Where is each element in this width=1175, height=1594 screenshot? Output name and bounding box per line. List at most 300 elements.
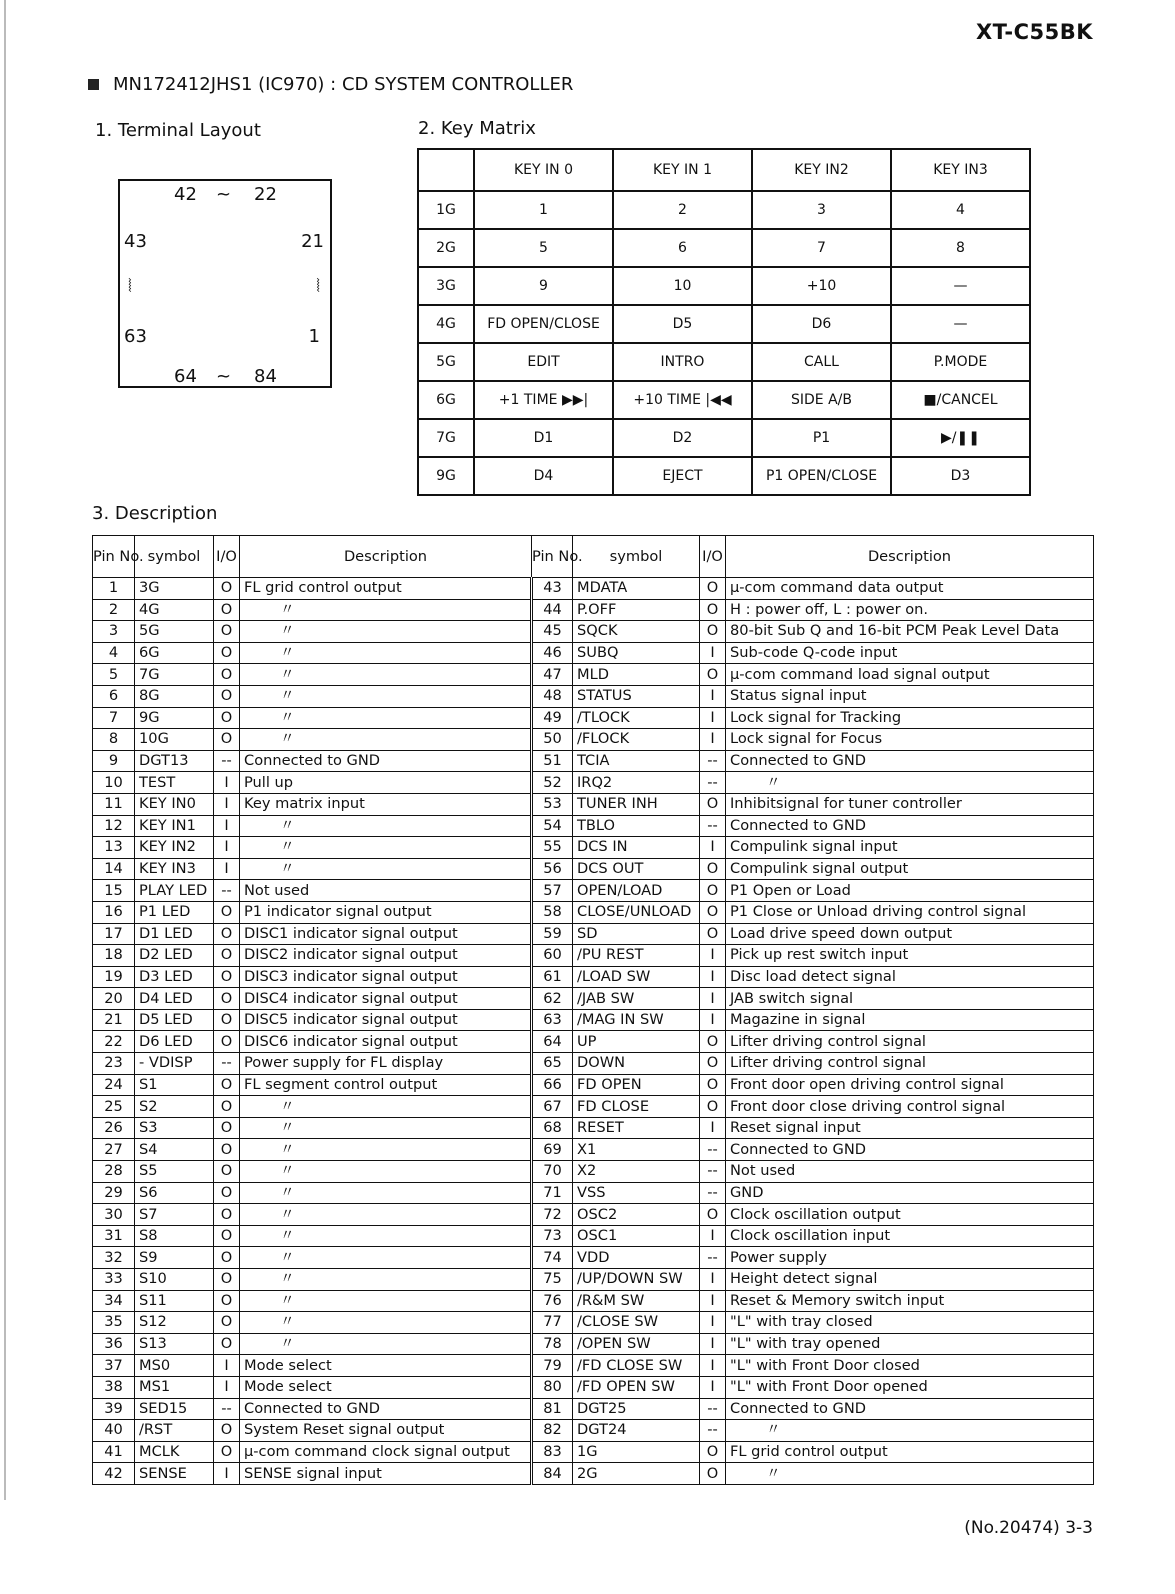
- header-description: Description: [240, 536, 532, 578]
- pin-description: Pick up rest switch input: [726, 945, 1094, 967]
- key-matrix-row: [418, 305, 1030, 343]
- pin-number: 49: [532, 707, 573, 729]
- pin-io: O: [700, 1441, 726, 1463]
- pin-io: --: [214, 880, 240, 902]
- pin-description: 〃: [240, 1312, 532, 1334]
- table-row: [93, 707, 1094, 729]
- pin-number: 54: [532, 815, 573, 837]
- table-row: [93, 988, 1094, 1010]
- table-row: [93, 880, 1094, 902]
- pin-description: 〃: [240, 1096, 532, 1118]
- pin-symbol: DGT13: [135, 750, 214, 772]
- pin-io: I: [700, 1009, 726, 1031]
- key-matrix-cell: EDIT: [474, 343, 613, 381]
- pin-symbol: DCS IN: [573, 837, 700, 859]
- table-row: [93, 729, 1094, 751]
- table-row: [93, 1074, 1094, 1096]
- key-matrix-cell: 5: [474, 229, 613, 267]
- pin-number: 53: [532, 793, 573, 815]
- pin-symbol: /PU REST: [573, 945, 700, 967]
- key-matrix-grid-label: 4G: [418, 305, 474, 343]
- table-row: [93, 1053, 1094, 1075]
- pin-number: 37: [93, 1355, 135, 1377]
- pin-symbol: D2 LED: [135, 945, 214, 967]
- pin-symbol: 5G: [135, 621, 214, 643]
- pin-number: 23: [93, 1053, 135, 1075]
- pin-io: O: [700, 1463, 726, 1485]
- pin-description: P1 Close or Unload driving control signal: [726, 901, 1094, 923]
- pin-description: 〃: [240, 707, 532, 729]
- pin-description: DISC2 indicator signal output: [240, 945, 532, 967]
- pin-description: μ-com command clock signal output: [240, 1441, 532, 1463]
- pin-symbol: DGT25: [573, 1398, 700, 1420]
- pin-number: 9: [93, 750, 135, 772]
- pin-symbol: SQCK: [573, 621, 700, 643]
- pin-symbol: IRQ2: [573, 772, 700, 794]
- key-matrix-cell: D4: [474, 457, 613, 495]
- pin-description: Connected to GND: [726, 1398, 1094, 1420]
- pin-symbol: TCIA: [573, 750, 700, 772]
- pin-symbol: S6: [135, 1182, 214, 1204]
- pin-description: FL grid control output: [726, 1441, 1094, 1463]
- pin-io: O: [214, 578, 240, 600]
- pin-description: JAB switch signal: [726, 988, 1094, 1010]
- pin-label-22: 22: [254, 184, 277, 205]
- pin-symbol: S10: [135, 1269, 214, 1291]
- pin-io: O: [214, 1096, 240, 1118]
- table-row: [93, 1463, 1094, 1485]
- pin-io: --: [700, 1420, 726, 1442]
- pin-symbol: D4 LED: [135, 988, 214, 1010]
- pin-description: Power supply: [726, 1247, 1094, 1269]
- pin-symbol: S5: [135, 1161, 214, 1183]
- pin-description: 〃: [240, 1225, 532, 1247]
- key-matrix-cell: D3: [891, 457, 1030, 495]
- pin-symbol: SUBQ: [573, 642, 700, 664]
- key-matrix-header-cell: KEY IN 0: [474, 149, 613, 191]
- pin-description: 〃: [240, 1269, 532, 1291]
- pin-description: Key matrix input: [240, 793, 532, 815]
- pin-io: O: [700, 1204, 726, 1226]
- pin-number: 44: [532, 599, 573, 621]
- pin-number: 75: [532, 1269, 573, 1291]
- pin-io: O: [214, 1031, 240, 1053]
- pin-io: O: [214, 1269, 240, 1291]
- key-matrix-cell: +10: [752, 267, 891, 305]
- section-description-title: 3. Description: [92, 503, 218, 524]
- header-symbol: symbol: [573, 536, 700, 578]
- pin-number: 73: [532, 1225, 573, 1247]
- key-matrix-header-cell: KEY IN 1: [613, 149, 752, 191]
- table-row: [93, 837, 1094, 859]
- pin-number: 18: [93, 945, 135, 967]
- pin-description: 〃: [240, 1290, 532, 1312]
- pin-symbol: 9G: [135, 707, 214, 729]
- key-matrix-cell: P1: [752, 419, 891, 457]
- table-row: [93, 793, 1094, 815]
- pin-number: 6: [93, 685, 135, 707]
- pin-io: --: [700, 772, 726, 794]
- pin-io: O: [214, 901, 240, 923]
- pin-io: I: [214, 837, 240, 859]
- pin-number: 60: [532, 945, 573, 967]
- pin-io: I: [214, 815, 240, 837]
- pin-description: Connected to GND: [726, 815, 1094, 837]
- pin-symbol: FD OPEN: [573, 1074, 700, 1096]
- key-matrix-table: [417, 148, 1031, 496]
- pin-io: O: [214, 685, 240, 707]
- pin-symbol: /TLOCK: [573, 707, 700, 729]
- pin-label-1: 1: [308, 326, 320, 347]
- pin-symbol: /MAG IN SW: [573, 1009, 700, 1031]
- key-matrix-grid-label: 6G: [418, 381, 474, 419]
- key-matrix-cell: 2: [613, 191, 752, 229]
- pin-description: 〃: [726, 772, 1094, 794]
- pin-io: O: [700, 599, 726, 621]
- pin-io: O: [214, 923, 240, 945]
- pin-io: O: [700, 578, 726, 600]
- table-row: [93, 1009, 1094, 1031]
- pin-number: 69: [532, 1139, 573, 1161]
- table-row: [93, 642, 1094, 664]
- pin-io: --: [700, 1182, 726, 1204]
- pin-symbol: MDATA: [573, 578, 700, 600]
- pin-number: 22: [93, 1031, 135, 1053]
- table-row: [93, 1225, 1094, 1247]
- pin-number: 33: [93, 1269, 135, 1291]
- pin-description: System Reset signal output: [240, 1420, 532, 1442]
- pin-description: P1 Open or Load: [726, 880, 1094, 902]
- pin-symbol: D3 LED: [135, 966, 214, 988]
- pin-number: 14: [93, 858, 135, 880]
- pin-number: 64: [532, 1031, 573, 1053]
- pin-number: 70: [532, 1161, 573, 1183]
- pin-io: O: [214, 1247, 240, 1269]
- pin-io: --: [700, 1398, 726, 1420]
- pin-number: 66: [532, 1074, 573, 1096]
- pin-description: 〃: [240, 837, 532, 859]
- range-tilde: ~: [216, 184, 232, 205]
- key-matrix-cell: EJECT: [613, 457, 752, 495]
- pin-number: 12: [93, 815, 135, 837]
- pin-io: O: [214, 1204, 240, 1226]
- pin-number: 83: [532, 1441, 573, 1463]
- key-matrix-cell: INTRO: [613, 343, 752, 381]
- pin-io: O: [214, 1139, 240, 1161]
- pin-symbol: 2G: [573, 1463, 700, 1485]
- pin-number: 2: [93, 599, 135, 621]
- pin-symbol: 10G: [135, 729, 214, 751]
- pin-io: O: [700, 1074, 726, 1096]
- pin-description: "L" with tray opened: [726, 1333, 1094, 1355]
- key-matrix-grid-label: 1G: [418, 191, 474, 229]
- pin-number: 16: [93, 901, 135, 923]
- pin-io: O: [214, 599, 240, 621]
- key-matrix-header-row: [418, 149, 1030, 191]
- pin-number: 10: [93, 772, 135, 794]
- pin-description: FL segment control output: [240, 1074, 532, 1096]
- pin-symbol: S1: [135, 1074, 214, 1096]
- left-range-mark: ⦚: [128, 276, 132, 297]
- table-row: [93, 1204, 1094, 1226]
- key-matrix-grid-label: 3G: [418, 267, 474, 305]
- pin-symbol: UP: [573, 1031, 700, 1053]
- pin-symbol: TUNER INH: [573, 793, 700, 815]
- pin-symbol: /JAB SW: [573, 988, 700, 1010]
- table-row: [93, 1290, 1094, 1312]
- pin-io: I: [700, 707, 726, 729]
- key-matrix-cell: D1: [474, 419, 613, 457]
- pin-number: 3: [93, 621, 135, 643]
- pin-symbol: CLOSE/UNLOAD: [573, 901, 700, 923]
- pin-description: Compulink signal input: [726, 837, 1094, 859]
- pin-io: I: [214, 858, 240, 880]
- pin-symbol: S8: [135, 1225, 214, 1247]
- pin-io: O: [214, 729, 240, 751]
- pin-io: I: [700, 837, 726, 859]
- pin-number: 29: [93, 1182, 135, 1204]
- pin-number: 36: [93, 1333, 135, 1355]
- pin-symbol: S7: [135, 1204, 214, 1226]
- pin-symbol: /FLOCK: [573, 729, 700, 751]
- pin-io: O: [214, 1074, 240, 1096]
- scan-edge-line: [4, 0, 6, 1500]
- key-matrix-row: [418, 343, 1030, 381]
- pin-number: 28: [93, 1161, 135, 1183]
- pin-description: Inhibitsignal for tuner controller: [726, 793, 1094, 815]
- model-number: XT-C55BK: [975, 20, 1093, 44]
- pin-symbol: SENSE: [135, 1463, 214, 1485]
- pin-number: 20: [93, 988, 135, 1010]
- table-row: [93, 901, 1094, 923]
- pin-io: --: [214, 1398, 240, 1420]
- pin-symbol: D5 LED: [135, 1009, 214, 1031]
- pin-description: Not used: [240, 880, 532, 902]
- header-pin-no: Pin No.: [532, 536, 573, 578]
- pin-number: 65: [532, 1053, 573, 1075]
- pin-number: 5: [93, 664, 135, 686]
- header-pin-no: Pin No.: [93, 536, 135, 578]
- pin-description: Clock oscillation input: [726, 1225, 1094, 1247]
- section-terminal-layout-title: 1. Terminal Layout: [95, 120, 261, 141]
- pin-number: 74: [532, 1247, 573, 1269]
- key-matrix-cell: 8: [891, 229, 1030, 267]
- pin-symbol: S12: [135, 1312, 214, 1334]
- pin-symbol: /FD CLOSE SW: [573, 1355, 700, 1377]
- key-matrix-grid-label: 5G: [418, 343, 474, 381]
- pin-symbol: S9: [135, 1247, 214, 1269]
- pin-io: --: [700, 815, 726, 837]
- pin-number: 31: [93, 1225, 135, 1247]
- pin-number: 24: [93, 1074, 135, 1096]
- key-matrix-cell: 9: [474, 267, 613, 305]
- pin-number: 1: [93, 578, 135, 600]
- pin-label-42: 42: [174, 184, 197, 205]
- pin-io: --: [214, 750, 240, 772]
- pin-symbol: D1 LED: [135, 923, 214, 945]
- pin-io: I: [700, 1269, 726, 1291]
- pin-symbol: X1: [573, 1139, 700, 1161]
- table-row: [93, 945, 1094, 967]
- pin-number: 38: [93, 1376, 135, 1398]
- pin-number: 19: [93, 966, 135, 988]
- pin-symbol: MLD: [573, 664, 700, 686]
- section-key-matrix-title: 2. Key Matrix: [418, 118, 536, 139]
- pin-number: 26: [93, 1117, 135, 1139]
- table-row: [93, 621, 1094, 643]
- pin-number: 62: [532, 988, 573, 1010]
- pin-symbol: 8G: [135, 685, 214, 707]
- pin-number: 32: [93, 1247, 135, 1269]
- key-matrix-cell: SIDE A/B: [752, 381, 891, 419]
- header-io: I/O: [700, 536, 726, 578]
- pin-description: Not used: [726, 1161, 1094, 1183]
- pin-symbol: X2: [573, 1161, 700, 1183]
- table-row: [93, 966, 1094, 988]
- pin-symbol: S11: [135, 1290, 214, 1312]
- pin-number: 4: [93, 642, 135, 664]
- pin-number: 81: [532, 1398, 573, 1420]
- pin-description: Reset & Memory switch input: [726, 1290, 1094, 1312]
- pin-description: DISC6 indicator signal output: [240, 1031, 532, 1053]
- pin-io: O: [214, 621, 240, 643]
- key-matrix-row: [418, 381, 1030, 419]
- table-row: [93, 750, 1094, 772]
- pin-description: Mode select: [240, 1355, 532, 1377]
- pin-io: O: [214, 1117, 240, 1139]
- pin-description: 〃: [240, 599, 532, 621]
- pin-io: I: [700, 1290, 726, 1312]
- pin-number: 82: [532, 1420, 573, 1442]
- pin-symbol: S13: [135, 1333, 214, 1355]
- pin-description: Lock signal for Focus: [726, 729, 1094, 751]
- pin-description: μ-com command data output: [726, 578, 1094, 600]
- key-matrix-cell: 7: [752, 229, 891, 267]
- key-matrix-row: [418, 457, 1030, 495]
- table-row: [93, 1333, 1094, 1355]
- pin-io: O: [214, 642, 240, 664]
- pin-symbol: MCLK: [135, 1441, 214, 1463]
- pin-number: 52: [532, 772, 573, 794]
- pin-number: 79: [532, 1355, 573, 1377]
- pin-number: 21: [93, 1009, 135, 1031]
- pin-io: O: [214, 707, 240, 729]
- pin-io: I: [700, 966, 726, 988]
- pin-symbol: /R&M SW: [573, 1290, 700, 1312]
- pin-io: I: [214, 1355, 240, 1377]
- pin-number: 57: [532, 880, 573, 902]
- pin-description: Connected to GND: [726, 1139, 1094, 1161]
- key-matrix-grid-label: 2G: [418, 229, 474, 267]
- table-row: [93, 923, 1094, 945]
- pin-symbol: S3: [135, 1117, 214, 1139]
- pin-io: I: [700, 1355, 726, 1377]
- pin-number: 45: [532, 621, 573, 643]
- pin-io: --: [214, 1053, 240, 1075]
- pin-description: Pull up: [240, 772, 532, 794]
- pin-label-63: 63: [124, 326, 147, 347]
- pin-number: 42: [93, 1463, 135, 1485]
- table-row: [93, 1420, 1094, 1442]
- key-matrix-row: [418, 229, 1030, 267]
- pin-io: O: [214, 1333, 240, 1355]
- pin-description: 〃: [240, 621, 532, 643]
- key-matrix-cell: CALL: [752, 343, 891, 381]
- pin-number: 68: [532, 1117, 573, 1139]
- pin-symbol: P.OFF: [573, 599, 700, 621]
- pin-number: 58: [532, 901, 573, 923]
- table-row: [93, 1117, 1094, 1139]
- pin-io: O: [214, 1225, 240, 1247]
- table-row: [93, 1161, 1094, 1183]
- pin-number: 71: [532, 1182, 573, 1204]
- pin-description: Disc load detect signal: [726, 966, 1094, 988]
- key-matrix-cell: FD OPEN/CLOSE: [474, 305, 613, 343]
- key-matrix-cell: P1 OPEN/CLOSE: [752, 457, 891, 495]
- pin-number: 13: [93, 837, 135, 859]
- pin-io: I: [214, 1376, 240, 1398]
- pin-description: Connected to GND: [240, 1398, 532, 1420]
- pin-symbol: D6 LED: [135, 1031, 214, 1053]
- pin-number: 39: [93, 1398, 135, 1420]
- pin-io: O: [700, 793, 726, 815]
- pin-number: 84: [532, 1463, 573, 1485]
- pin-number: 76: [532, 1290, 573, 1312]
- pin-io: --: [700, 750, 726, 772]
- pin-io: I: [700, 642, 726, 664]
- pin-description: H : power off, L : power on.: [726, 599, 1094, 621]
- pin-io: I: [214, 772, 240, 794]
- pin-symbol: 7G: [135, 664, 214, 686]
- pin-number: 78: [532, 1333, 573, 1355]
- key-matrix-cell: 10: [613, 267, 752, 305]
- pin-symbol: VSS: [573, 1182, 700, 1204]
- pin-description: 〃: [240, 858, 532, 880]
- pin-description: Lifter driving control signal: [726, 1053, 1094, 1075]
- pin-symbol: /CLOSE SW: [573, 1312, 700, 1334]
- pin-symbol: 4G: [135, 599, 214, 621]
- pin-number: 47: [532, 664, 573, 686]
- key-matrix-grid-label: 9G: [418, 457, 474, 495]
- pin-symbol: MS1: [135, 1376, 214, 1398]
- pin-io: O: [700, 858, 726, 880]
- pin-description: Lock signal for Tracking: [726, 707, 1094, 729]
- key-matrix-cell: D6: [752, 305, 891, 343]
- pin-number: 41: [93, 1441, 135, 1463]
- pin-description: μ-com command load signal output: [726, 664, 1094, 686]
- pin-symbol: KEY IN3: [135, 858, 214, 880]
- pin-number: 77: [532, 1312, 573, 1334]
- key-matrix-row: [418, 267, 1030, 305]
- pin-symbol: DGT24: [573, 1420, 700, 1442]
- key-matrix-cell: 1: [474, 191, 613, 229]
- table-row: [93, 1398, 1094, 1420]
- pin-description: FL grid control output: [240, 578, 532, 600]
- table-row: [93, 1031, 1094, 1053]
- pin-symbol: /FD OPEN SW: [573, 1376, 700, 1398]
- table-row: [93, 858, 1094, 880]
- pin-description: Clock oscillation output: [726, 1204, 1094, 1226]
- pin-io: O: [700, 621, 726, 643]
- table-row: [93, 815, 1094, 837]
- pin-symbol: STATUS: [573, 685, 700, 707]
- pin-symbol: /OPEN SW: [573, 1333, 700, 1355]
- pin-number: 30: [93, 1204, 135, 1226]
- pin-io: O: [700, 923, 726, 945]
- key-matrix-cell: +10 TIME |◀◀: [613, 381, 752, 419]
- pin-symbol: KEY IN2: [135, 837, 214, 859]
- key-matrix-cell: 4: [891, 191, 1030, 229]
